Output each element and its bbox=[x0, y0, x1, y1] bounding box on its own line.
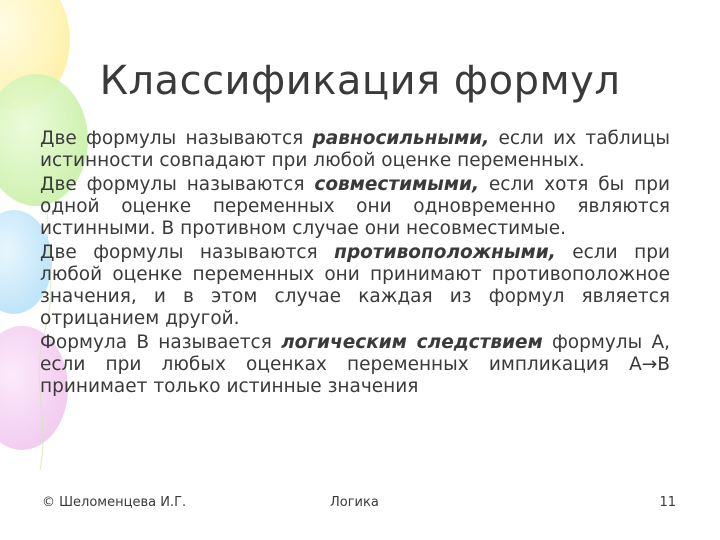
term-compatible: совместимыми, bbox=[314, 174, 480, 195]
slide-title: Классификация формул bbox=[99, 58, 621, 104]
slide-body bbox=[40, 128, 670, 400]
paragraph-opposite: Две формулы называются противоположными, если при любой оценке переменных они принимают противоположное значения, и в этом случае каждая из формул является отрицанием другой. bbox=[40, 242, 670, 329]
term-opposite: противоположными, bbox=[334, 242, 556, 263]
footer-subject: Логика bbox=[330, 495, 379, 510]
paragraph-consequence: Формула В называется логическим следствием формулы А, если при любых оценках переменных импликация А→В принимает только истинные значения bbox=[40, 332, 670, 397]
page-number: 11 bbox=[659, 495, 676, 510]
footer-author: © Шеломенцева И.Г. bbox=[42, 495, 187, 510]
paragraph-compatible: Две формулы называются совместимыми, если хотя бы при одной оценке переменных они одновременно являются истинными. В противном случае они несовместимые. bbox=[40, 174, 670, 239]
paragraph-equivalent: Две формулы называются равносильными, если их таблицы истинности совпадают при любой оценке переменных. bbox=[40, 128, 670, 171]
term-consequence: логическим следствием bbox=[281, 332, 543, 353]
term-equivalent: равносильными, bbox=[312, 128, 490, 149]
